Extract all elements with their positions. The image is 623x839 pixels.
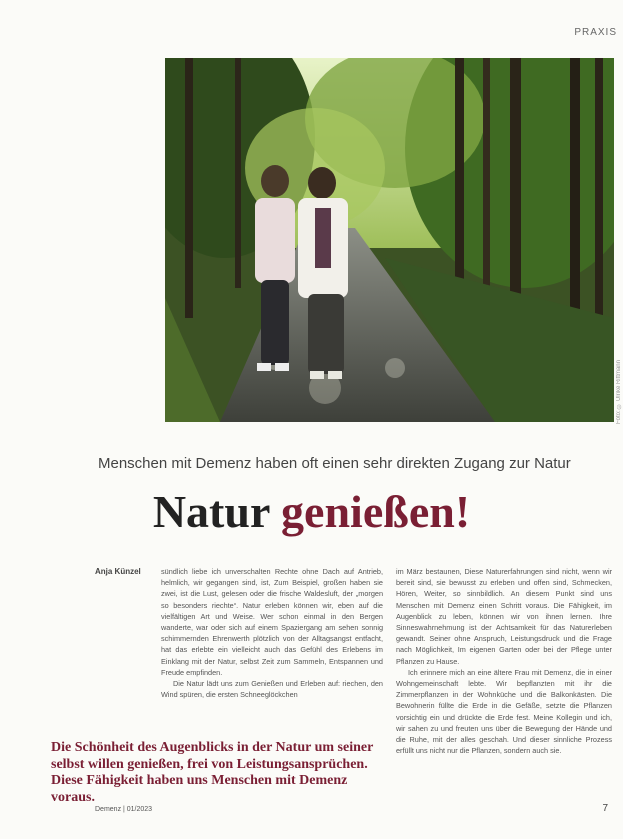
photo-credit: Foto: © Ulrike Rittmann — [616, 360, 622, 425]
headline-part-1: Natur — [152, 486, 282, 537]
section-label: PRAXIS — [574, 27, 617, 38]
forest-path-image — [165, 58, 614, 422]
page-number: 7 — [602, 803, 608, 814]
article-headline — [0, 485, 623, 538]
paragraph: Ich erinnere mich an eine ältere Frau mit Demenz, die in einer Wohngemeinschaft lebte. Wir bepflanzten mit ihr die Zimmerpflanzen in der Wohnküche und die Balkonkästen. Die Bewohnerin füllte die Erde in die Gefäße, setzte die Pflanzen vorsichtig ein und drückte die Erde fest. Meine Kollegin und ich, wir sahen zu und freuten uns über die Bewegung der Hände und die Ruhe, mit der alles geschah. Und dieser sinnliche Prozess erfüllt uns nicht nur die Pflanzen, sondern auch sie. — [396, 667, 612, 756]
hero-photo — [165, 58, 614, 422]
issue-label: Demenz | 01/2023 — [95, 806, 153, 813]
body-column-1 — [161, 566, 383, 700]
article-subtitle: Menschen mit Demenz haben oft einen sehr direkten Zugang zur Natur — [98, 455, 571, 472]
paragraph: Die Natur lädt uns zum Genießen und Erleben auf: riechen, den Wind spüren, die ersten Schneeglöckchen — [161, 679, 383, 700]
paragraph: sündlich liebe ich unverschalten Rechte ohne Dach auf Antrieb, helmlich, wir gegangen sind, ist, Zum Beispiel, großen haben sie zwei, ist die Lust, gelesen oder die frische Waldesluft, der „morgen so besonders riechte“. Natur erleben können wir, eben auf die vielfältigen Art und Weise. Wer schon einmal in den Bergen wanderte, war oder sich auf einem Spaziergang am sehen sonnig schimmernden Ehrenwerth plötzlich von der Alltagsangst entfacht, hat das erlebte ein vielleicht auch das Gefühl des Erlebens im Einklang mit der Natur, selbst Zeit zum Sammeln, Entspannen und Freude empfinden. — [161, 567, 383, 677]
body-column-2 — [396, 566, 612, 756]
headline-part-2: genießen! — [281, 486, 471, 537]
paragraph: im März bestaunen, Diese Naturerfahrungen sind nicht, wenn wir bereit sind, sie bewusst zu erleben und offen sind, Schmecken, Hören, Weiter, so sinnbildlich. An diesem Punkt sind uns Menschen mit Demenz einen Schritt voraus. Die Fähigkeit, im Augenblick zu leben, können wir von ihnen lernen. Ihre Sinneswahrnehmung ist der Achtsamkeit für das Naturerleben gewandt. Seiner ohne Anspruch, Leistungsdruck und die Frage nach Möglichkeit, Im eigenen Garten oder bei der Pflege unter Pflanzen zu Hause. — [396, 567, 612, 666]
author-name: Anja Künzel — [95, 567, 141, 576]
pull-quote: Die Schönheit des Augenblicks in der Natur um seiner selbst willen genießen, frei von Leistungsansprüchen. Diese Fähigkeit haben uns Menschen mit Demenz voraus. — [51, 740, 374, 805]
